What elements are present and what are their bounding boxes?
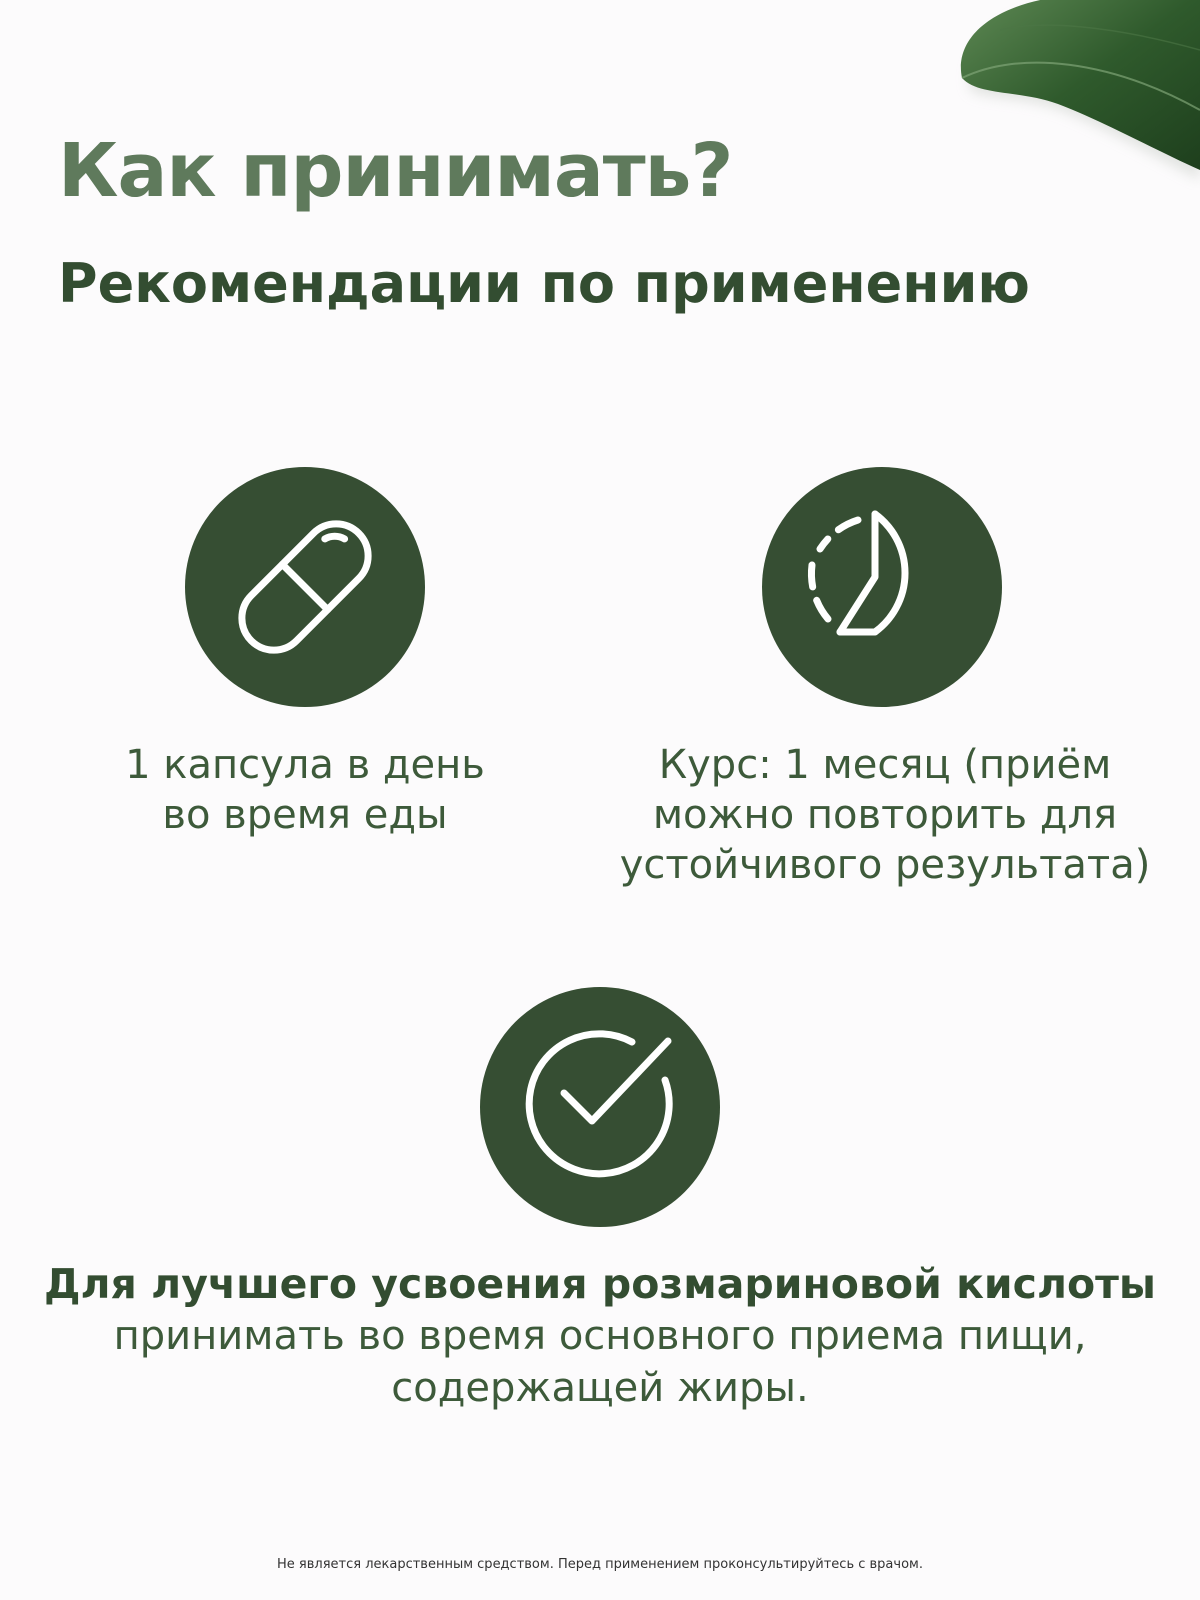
course-badge <box>762 467 1002 707</box>
capsule-icon <box>185 467 425 707</box>
clock-pie-icon <box>762 467 1002 707</box>
dosage-text: 1 капсула в день во время еды <box>125 742 485 838</box>
checkmark-circle-icon <box>480 987 720 1227</box>
page-title: Как принимать? <box>58 128 733 214</box>
note-line-1: принимать во время основного приема пищи, <box>113 1313 1087 1359</box>
page-subtitle: Рекомендации по применению <box>58 252 1030 315</box>
note-heading: Для лучшего усвоения розмариновой кислоты <box>44 1260 1156 1308</box>
disclaimer: Не является лекарственным средством. Перед применением проконсультируйтесь с врачом. <box>277 1557 923 1572</box>
absorption-note <box>40 1258 1160 1414</box>
capsule-badge <box>185 467 425 707</box>
course-text: Курс: 1 месяц (приём можно повторить для устойчивого результата) <box>619 742 1151 888</box>
leaf-decoration <box>940 0 1200 190</box>
note-line-2: содержащей жиры. <box>391 1365 809 1411</box>
check-badge <box>480 987 720 1227</box>
